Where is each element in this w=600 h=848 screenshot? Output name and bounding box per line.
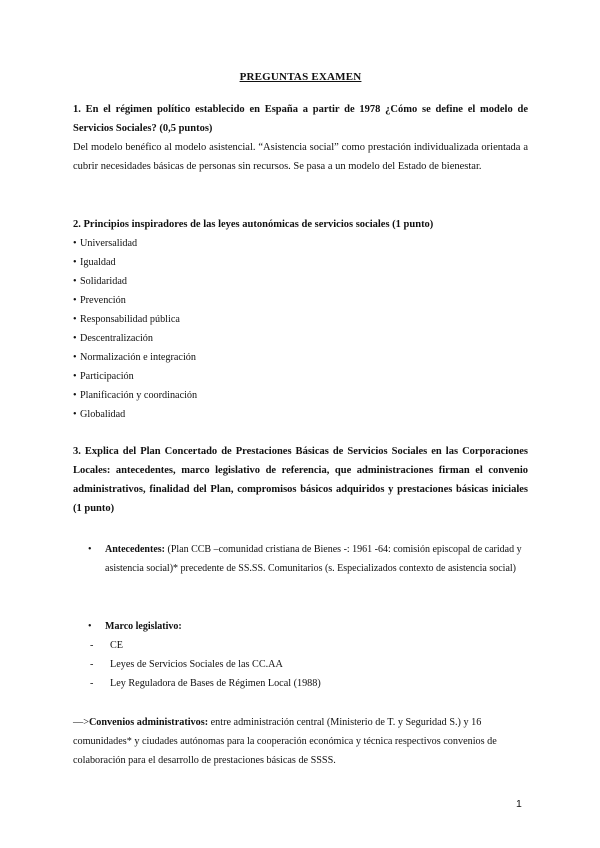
page-title: PREGUNTAS EXAMEN xyxy=(239,71,362,83)
marco-list xyxy=(73,636,528,693)
arrow-icon: —> xyxy=(73,717,89,728)
bullet-icon: • xyxy=(73,371,77,382)
list-item-label: Planificación y coordinación xyxy=(80,390,198,401)
bullet-icon: • xyxy=(73,352,77,363)
list-item-label: Solidaridad xyxy=(80,276,127,287)
list-item-label: Prevención xyxy=(80,295,126,306)
principles-list xyxy=(73,234,528,424)
list-item xyxy=(73,310,528,329)
dash-icon: - xyxy=(90,640,94,651)
question-3: 3. Explica del Plan Concertado de Prestaciones Básicas de Servicios Sociales en las Corporaciones Locales: antecedentes, marco legislativo de referencia, que administraciones firman el convenio administrativos, finalidad del Plan, compromisos básicos adquiridos y prestaciones básicas iniciales (1 punto) xyxy=(73,446,528,514)
list-item xyxy=(73,405,528,424)
list-item xyxy=(73,655,528,674)
list-item xyxy=(73,272,528,291)
list-item-label: CE xyxy=(110,640,124,651)
bullet-icon: • xyxy=(73,409,77,420)
bullet-icon: • xyxy=(73,333,77,344)
convenios-text: entre administración central (Ministerio de T. y Seguridad S.) y 16 comunidades* y ciudades autónomas para la cooperación económica y técnica respectivos convenios de colaboración para el desarrollo de prestaciones básicas de SSSS. xyxy=(73,717,497,766)
list-item-label: Normalización e integración xyxy=(80,352,196,363)
list-item-label: Responsabilidad pública xyxy=(80,314,180,325)
bullet-icon: • xyxy=(73,238,77,249)
list-item xyxy=(73,674,528,693)
list-item xyxy=(73,348,528,367)
question-3-section xyxy=(73,442,528,518)
antecedentes-text: (Plan CCB –comunidad cristiana de Bienes -: 1961 -64: comisión episcopal de caridad y asistencia social)* precedente de SS.SS. Comunitarios (s. Especializados contexto de asistencia social) xyxy=(105,544,522,574)
list-item xyxy=(73,386,528,405)
question-1: 1. En el régimen político establecido en España a partir de 1978 ¿Cómo se define el modelo de Servicios Sociales? (0,5 puntos) xyxy=(73,104,528,134)
marco-label: Marco legislativo: xyxy=(105,621,182,632)
list-item-label: Ley Reguladora de Bases de Régimen Local (1988) xyxy=(110,678,321,689)
list-item-label: Descentralización xyxy=(80,333,153,344)
question-2-section xyxy=(73,215,528,424)
bullet-icon: • xyxy=(88,621,92,632)
bullet-icon: • xyxy=(73,257,77,268)
question-2: 2. Principios inspiradores de las leyes autonómicas de servicios sociales (1 punto) xyxy=(73,219,434,230)
convenios-section xyxy=(73,713,528,770)
page-number: 1 xyxy=(516,798,522,810)
list-item-label: Globalidad xyxy=(80,409,126,420)
marco-legislativo-item xyxy=(73,617,528,693)
list-item xyxy=(73,636,528,655)
bullet-icon: • xyxy=(73,276,77,287)
list-item xyxy=(73,253,528,272)
antecedentes-item xyxy=(73,540,528,578)
dash-icon: - xyxy=(90,659,94,670)
list-item-label: Igualdad xyxy=(80,257,116,268)
answer-1: Del modelo benéfico al modelo asistencial. “Asistencia social” como prestación individualizada orientada a cubrir necesidades básicas de personas sin recursos. Se pasa a un modelo del Estado de bienestar. xyxy=(73,142,528,172)
question-1-section xyxy=(73,100,528,176)
antecedentes-label: Antecedentes: xyxy=(105,544,165,555)
list-item-label: Universalidad xyxy=(80,238,138,249)
list-item xyxy=(73,367,528,386)
bullet-icon: • xyxy=(73,314,77,325)
list-item xyxy=(73,291,528,310)
bullet-icon: • xyxy=(73,390,77,401)
list-item-label: Participación xyxy=(80,371,134,382)
list-item xyxy=(73,234,528,253)
bullet-icon: • xyxy=(73,295,77,306)
dash-icon: - xyxy=(90,678,94,689)
list-item xyxy=(73,329,528,348)
convenios-label: Convenios administrativos: xyxy=(88,717,209,728)
bullet-icon: • xyxy=(88,544,92,555)
list-item-label: Leyes de Servicios Sociales de las CC.AA xyxy=(110,659,283,670)
